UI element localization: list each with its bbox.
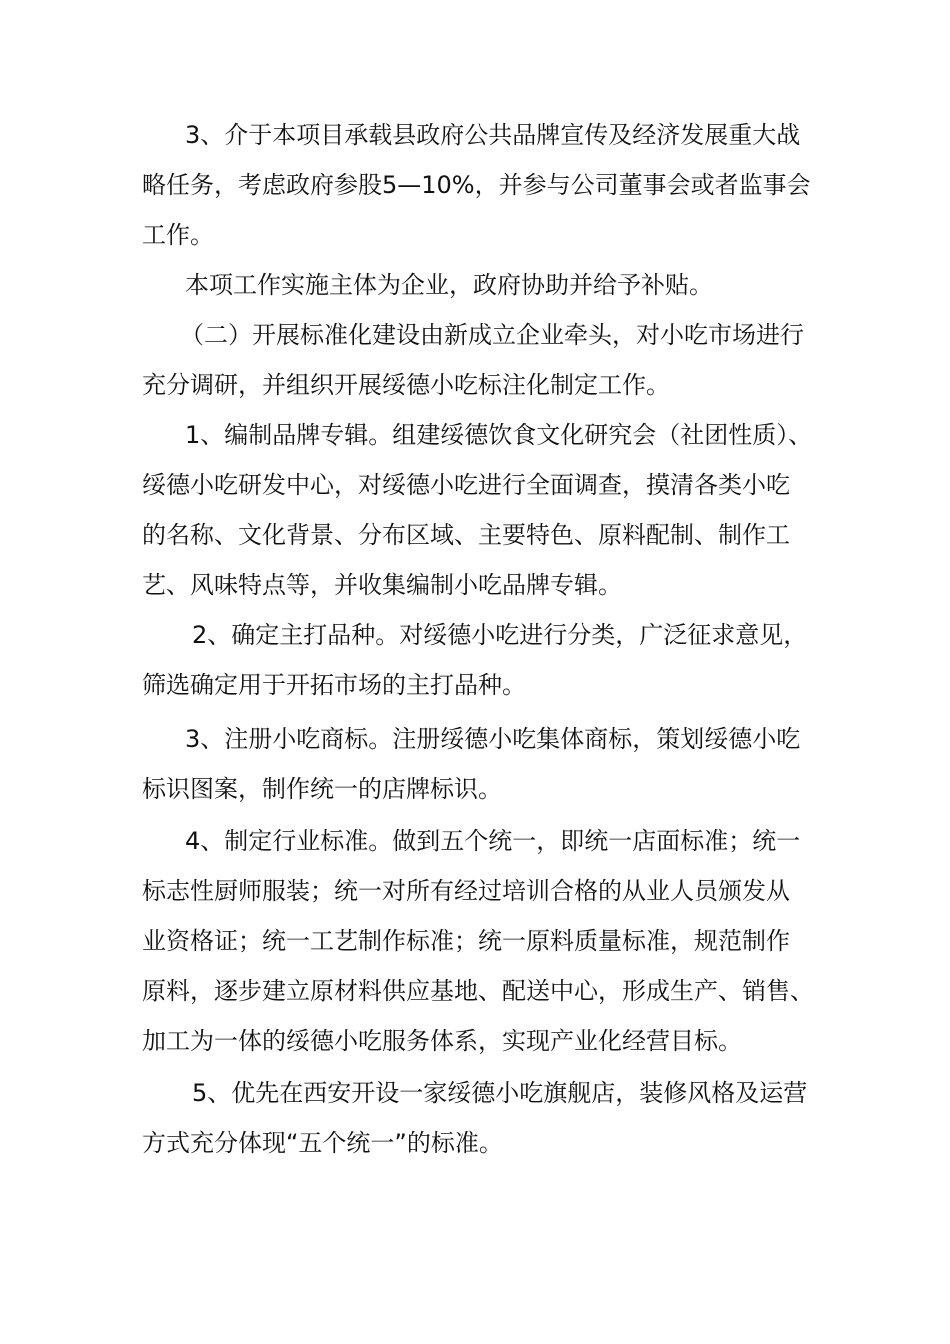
- text-line: 方式充分体现“五个统一”的标准。: [142, 1129, 503, 1157]
- text-line: 略任务，考虑政府参股5—10%，并参与公司董事会或者监事会: [142, 171, 811, 199]
- text-line: 4、制定行业标准。做到五个统一，即统一店面标准；统一: [185, 827, 801, 855]
- text-line: 的名称、文化背景、分布区域、主要特色、原料配制、制作工: [142, 521, 790, 549]
- text-line: 5、优先在西安开设一家绥德小吃旗舰店，装修风格及运营: [192, 1079, 808, 1107]
- text-line: （二）开展标准化建设由新成立企业牵头，对小吃市场进行: [180, 321, 804, 349]
- text-line: 工作。: [142, 221, 214, 249]
- text-line: 标识图案，制作统一的店牌标识。: [142, 775, 502, 803]
- text-line: 原料，逐步建立原材料供应基地、配送中心，形成生产、销售、: [142, 977, 814, 1005]
- text-line: 业资格证；统一工艺制作标准；统一原料质量标准，规范制作: [142, 927, 790, 955]
- text-line: 艺、风味特点等，并收集编制小吃品牌专辑。: [142, 571, 622, 599]
- text-line: 充分调研，并组织开展绥德小吃标注化制定工作。: [142, 371, 670, 399]
- text-line: 标志性厨师服装；统一对所有经过培训合格的从业人员颁发从: [142, 877, 790, 905]
- text-line: 本项工作实施主体为企业，政府协助并给予补贴。: [185, 271, 713, 299]
- text-line: 绥德小吃研发中心，对绥德小吃进行全面调查，摸清各类小吃: [142, 471, 790, 499]
- text-line: 筛选确定用于开拓市场的主打品种。: [142, 671, 526, 699]
- text-line: 加工为一体的绥德小吃服务体系，实现产业化经营目标。: [142, 1027, 742, 1055]
- text-line: 1、编制品牌专辑。组建绥德饮食文化研究会（社团性质）、: [185, 421, 813, 449]
- text-line: 3、注册小吃商标。注册绥德小吃集体商标，策划绥德小吃: [185, 725, 801, 753]
- text-line: 2、确定主打品种。对绥德小吃进行分类，广泛征求意见，: [192, 621, 808, 649]
- text-line: 3、介于本项目承载县政府公共品牌宣传及经济发展重大战: [185, 121, 801, 149]
